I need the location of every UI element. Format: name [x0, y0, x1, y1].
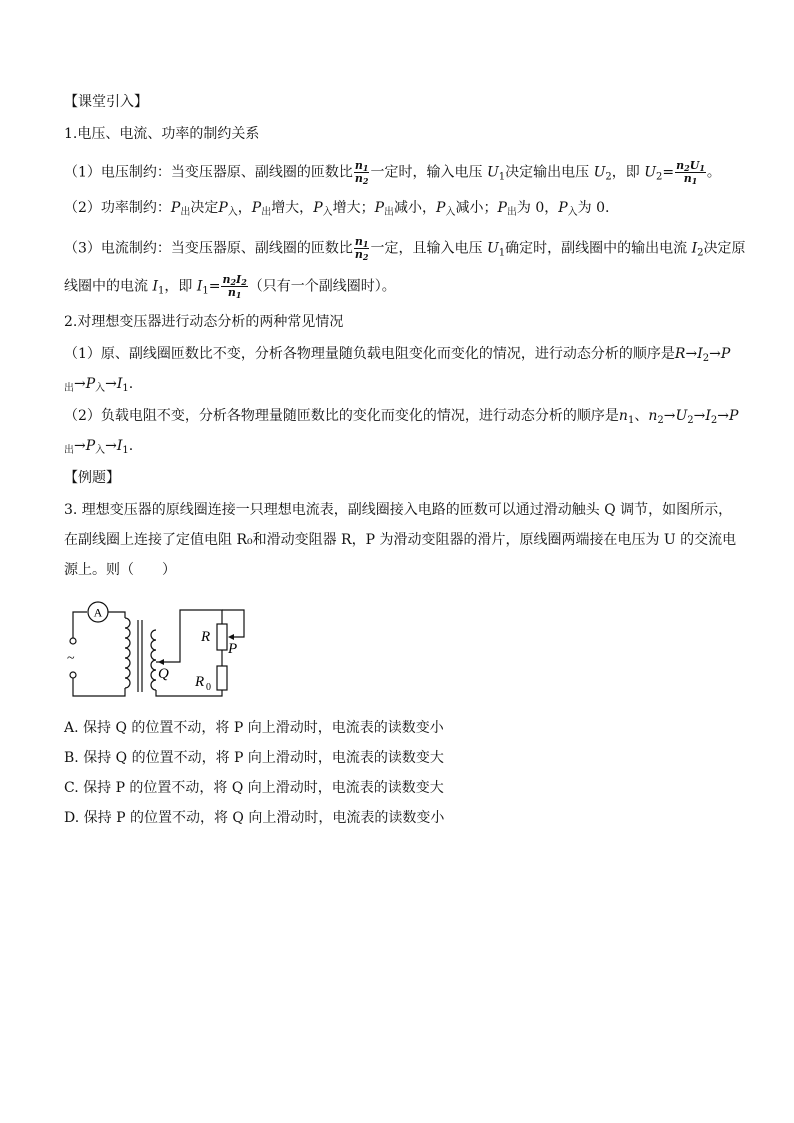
paragraph-2-2-line-2: $_出\to P_入\to I_1$.: [64, 438, 134, 456]
ammeter-label: A: [93, 605, 103, 620]
source-terminal-top: [70, 638, 76, 644]
ratio-n1-n2-second: $\frac{n_1}{n_2}$: [354, 235, 369, 262]
question-3-line-3: 源上。则（ ）: [64, 562, 176, 578]
option-a[interactable]: A. 保持 Q 的位置不动，将 P 向上滑动时，电流表的读数变小: [64, 720, 444, 736]
paragraph-2-title: 2.对理想变压器进行动态分析的两种常见情况: [64, 314, 344, 330]
label-R: R: [201, 629, 211, 645]
ratio-n1-n2: $\frac{n_1}{n_2}$: [354, 159, 369, 186]
secondary-coil: [151, 630, 156, 690]
option-d[interactable]: D. 保持 P 的位置不动，将 Q 向上滑动时，电流表的读数变小: [64, 810, 445, 826]
rheostat-R: [217, 624, 227, 650]
question-3-line-2: 在副线圈上连接了定值电阻 R₀和滑动变阻器 R，P 为滑动变阻器的滑片，原线圈两端接在电压为 U 的交流电: [64, 532, 737, 548]
primary-wire-left-top: [73, 612, 87, 638]
transformer-circuit-diagram: [62, 600, 262, 706]
secondary-tap-wire: [156, 610, 222, 662]
primary-wire-bottom: [73, 678, 125, 696]
paragraph-2-2-line-1: （2）负载电阻不变，分析各物理量随匝数比的变化而变化的情况，进行动态分析的顺序是$n_1$、$n_2\to U_2\to I_2\to P$: [64, 408, 739, 426]
section-heading-example: 【例题】: [64, 470, 120, 486]
secondary-wire-bottom: [156, 690, 222, 696]
label-R0-subscript: 0: [206, 682, 211, 693]
paragraph-1-title: 1.电压、电流、功率的制约关系: [64, 126, 260, 142]
option-c[interactable]: C. 保持 P 的位置不动，将 Q 向上滑动时，电流表的读数变大: [64, 780, 444, 796]
source-terminal-bottom: [70, 672, 76, 678]
formula-i1: $\frac{n_2I_2}{n_1}$: [222, 273, 247, 300]
label-P: P: [228, 641, 238, 657]
paragraph-2-1-line-2: $_出\to P_入\to I_1$.: [64, 376, 134, 394]
label-R0: R: [195, 674, 205, 690]
section-heading-intro: 【课堂引入】: [64, 94, 148, 110]
paragraph-1-3-line-2: 线圈中的电流 $I_1$，即 $I_1=$ $\frac{n_2I_2}{n_1}$ （只有一个副线圈时）。: [64, 273, 396, 300]
ac-source-symbol: ~: [67, 651, 75, 666]
primary-wire-top-right: [108, 612, 125, 618]
slider-arrow: [228, 634, 234, 640]
label-Q: Q: [158, 666, 169, 682]
paragraph-1-2: （2）功率制约：$P_出$决定$P_入$，$P_出$增大，$P_入$增大；$P_出$减小，$P_入$减小；$P_出$为 0，$P_入$为 0.: [64, 200, 610, 218]
primary-coil: [125, 618, 130, 688]
option-b[interactable]: B. 保持 Q 的位置不动，将 P 向上滑动时，电流表的读数变大: [64, 750, 444, 766]
paragraph-2-1-line-1: （1）原、副线圈匝数比不变，分析各物理量随负载电阻变化而变化的情况，进行动态分析的顺序是$R\to I_2\to P$: [64, 346, 731, 364]
tap-arrow: [158, 659, 164, 665]
paragraph-1-1: （1）电压制约：当变压器原、副线圈的匝数比 $\frac{n_1}{n_2}$ 一定时，输入电压 $U_1$决定输出电压 $U_2$，即 $U_2=$ $\frac{n_2U_1}{n_1}$ 。: [64, 159, 721, 186]
resistor-R0: [217, 666, 227, 690]
question-3-line-1: 3. 理想变压器的原线圈连接一只理想电流表，副线圈接入电路的匝数可以通过滑动触头 Q 调节，如图所示，: [64, 502, 733, 518]
paragraph-1-3-line-1: （3）电流制约：当变压器原、副线圈的匝数比 $\frac{n_1}{n_2}$ 一定，且输入电压 $U_1$确定时，副线圈中的输出电流 $I_2$决定原: [64, 235, 746, 262]
formula-u2: $\frac{n_2U_1}{n_1}$: [676, 159, 705, 186]
